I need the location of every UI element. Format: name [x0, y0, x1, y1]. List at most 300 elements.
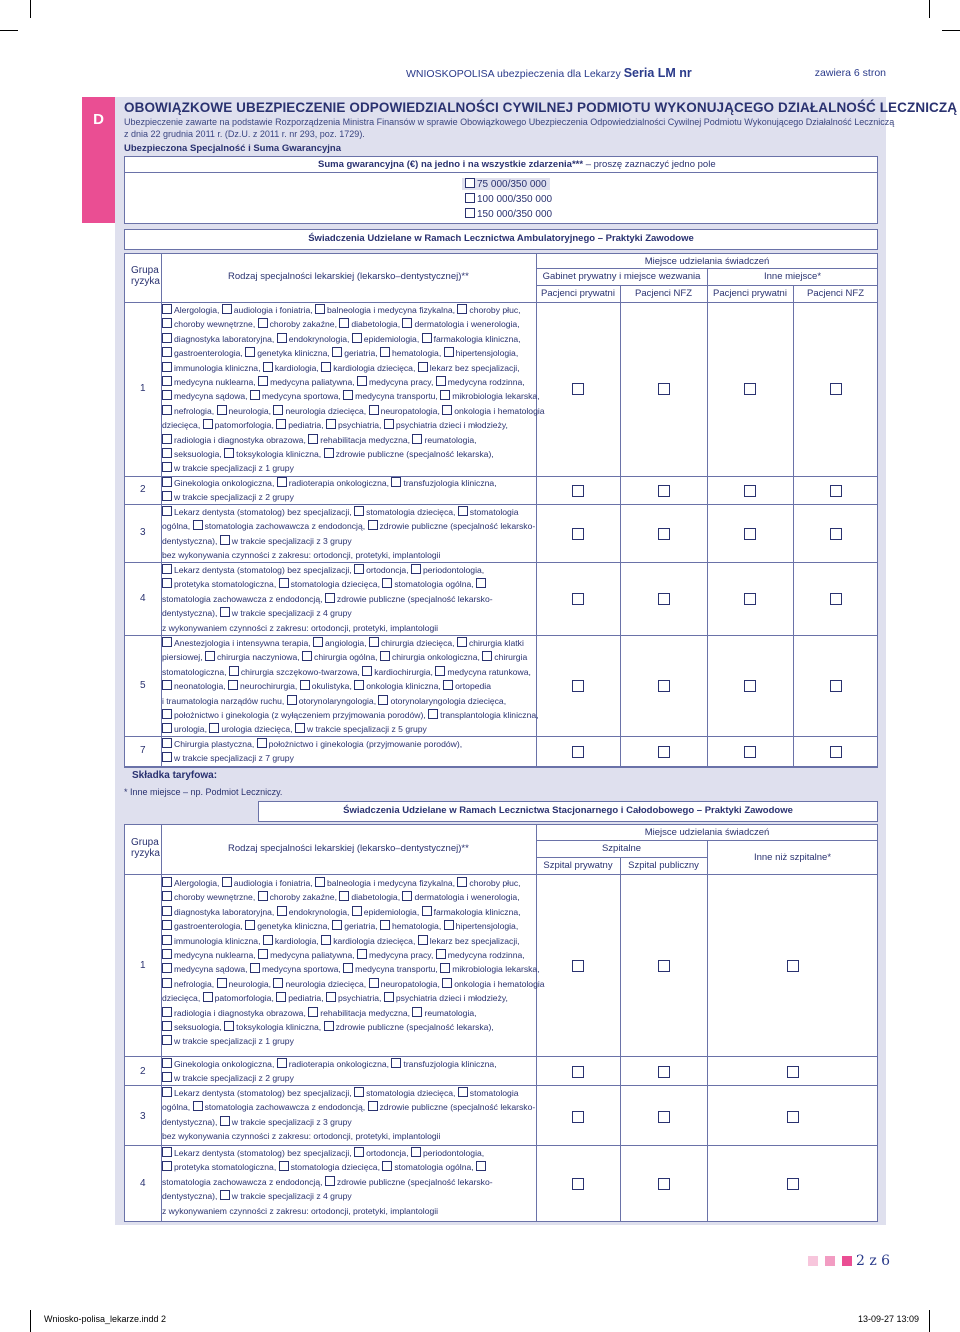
checkbox-icon[interactable] — [220, 607, 230, 617]
stac-select-checkbox[interactable] — [658, 1066, 670, 1078]
amb-select-checkbox[interactable] — [744, 528, 756, 540]
checkbox-icon[interactable] — [369, 405, 379, 415]
checkbox-icon[interactable] — [321, 935, 331, 945]
checkbox-icon[interactable] — [277, 477, 287, 487]
amb-grupa-label: Grupa ryzyka — [131, 265, 160, 287]
checkbox-icon[interactable] — [440, 963, 450, 973]
header-prefix: WNIOSKOPOLISA ubezpieczenia dla Lekarzy — [406, 68, 621, 80]
specialty-line: Alergologia, audiologia i foniatria, balneologia i medycyna fizykalna, choroby płuc, — [162, 876, 545, 890]
amb-g7-specialties[interactable] — [162, 737, 462, 766]
specialty-line: z wykonywaniem czynności z zakresu: ortodoncji, protetyki, implantologii — [162, 622, 439, 633]
section-subtitle: Ubezpieczona Specjalność i Suma Gwarancyjna — [124, 143, 341, 154]
checkbox-icon[interactable] — [263, 935, 273, 945]
amb-select-checkbox[interactable] — [744, 680, 756, 692]
specialty-line: w trakcie specjalizacji z 7 grupy — [162, 751, 462, 765]
stac-select-checkbox[interactable] — [787, 960, 799, 972]
specialty-line: Anestezjologia i intensywna terapia, angiologia, chirurgia dziecięca, chirurgia klatki — [162, 636, 539, 650]
checkbox-icon[interactable] — [369, 637, 379, 647]
checkbox-icon[interactable] — [217, 405, 227, 415]
checkbox-icon[interactable] — [457, 877, 467, 887]
stac-col-szpital-prywatny: Szpital prywatny — [543, 860, 613, 871]
checkbox-icon[interactable] — [332, 347, 342, 357]
amb-group-5: 5 — [140, 680, 146, 691]
section-legal-line2: z dnia 22 grudnia 2011 r. (Dz.U. z 2011 r. nr 293, poz. 1729). — [124, 129, 365, 139]
checkbox-icon[interactable] — [258, 376, 268, 386]
checkbox-icon[interactable] — [162, 506, 172, 516]
crop-mark — [942, 30, 960, 31]
checkbox-icon[interactable] — [258, 949, 268, 959]
checkbox-icon[interactable] — [412, 434, 422, 444]
checkbox-icon[interactable] — [162, 448, 172, 458]
checkbox-icon[interactable] — [465, 178, 475, 188]
stac-select-checkbox[interactable] — [658, 960, 670, 972]
header-series: Seria LM nr — [623, 66, 692, 80]
specialty-line: w trakcie specjalizacji z 1 grupy — [162, 1034, 545, 1048]
checkbox-icon[interactable] — [428, 709, 438, 719]
specialty-line: choroby wewnętrzne, choroby zakaźne, diabetologia, dermatologia i wenerologia, — [162, 890, 545, 904]
specialty-line: w trakcie specjalizacji z 1 grupy — [162, 461, 545, 475]
specialty-line: dentystyczna), w trakcie specjalizacji z 3 grupy — [162, 535, 352, 546]
checkbox-icon[interactable] — [476, 1161, 486, 1171]
page-count: zawiera 6 stron — [814, 67, 886, 79]
stac-szpitalne-label: Szpitalne — [601, 843, 642, 854]
stac-col-inne: Inne niż szpitalne* — [753, 852, 832, 863]
amb-gabinet-label: Gabinet prywatny i miejsce wezwania — [542, 271, 701, 282]
checkbox-icon[interactable] — [229, 666, 239, 676]
checkbox-icon[interactable] — [308, 1007, 318, 1017]
checkbox-icon[interactable] — [418, 935, 428, 945]
specialty-line: choroby wewnętrzne, choroby zakaźne, diabetologia, dermatologia i wenerologia, — [162, 317, 545, 331]
checkbox-icon[interactable] — [277, 333, 287, 343]
checkbox-icon[interactable] — [422, 906, 432, 916]
section-legal-line1: Ubezpieczenie zawarte na podstawie Rozporządzenia Ministra Finansów w sprawie Obowiązkowego Ubezpieczenia Odpowiedzialności Cywilnej Podmiotu Wykonującego Działalność Leczniczą — [124, 117, 895, 127]
amb-select-checkbox[interactable] — [744, 593, 756, 605]
checkbox-icon[interactable] — [354, 1147, 364, 1157]
checkbox-icon[interactable] — [442, 405, 452, 415]
specialty-line: Alergologia, audiologia i foniatria, balneologia i medycyna fizykalna, choroby płuc, — [162, 303, 545, 317]
checkbox-icon[interactable] — [203, 992, 213, 1002]
checkbox-icon[interactable] — [258, 318, 268, 328]
checkbox-icon[interactable] — [193, 520, 203, 530]
checkbox-icon[interactable] — [391, 1058, 401, 1068]
checkbox-icon[interactable] — [369, 978, 379, 988]
checkbox-icon[interactable] — [228, 680, 238, 690]
footer-square-2 — [825, 1256, 835, 1266]
stac-select-checkbox[interactable] — [658, 1111, 670, 1123]
checkbox-icon[interactable] — [277, 906, 287, 916]
specialty-line: piersiowej, chirurgia naczyniowa, chirurgia ogólna, chirurgia onkologiczna, chirurgia — [162, 652, 528, 663]
checkbox-icon[interactable] — [402, 891, 412, 901]
stac-g2-specialties[interactable] — [162, 1057, 497, 1086]
specialty-line: dziecięca, patomorfologia, pediatria, psychiatria, psychiatria dzieci i młodzieży, — [162, 420, 508, 431]
amb-g3-specialties[interactable] — [162, 505, 535, 563]
specialty-line: Lekarz dentysta (stomatolog) bez specjalizacji, stomatologia dziecięca, stomatologia — [162, 505, 535, 519]
amb-select-checkbox[interactable] — [830, 485, 842, 497]
checkbox-icon[interactable] — [391, 477, 401, 487]
checkbox-icon[interactable] — [257, 738, 267, 748]
specialty-line: Chirurgia plastyczna, położnictwo i ginekologia (przyjmowanie porodów), — [162, 737, 462, 751]
checkbox-icon[interactable] — [324, 1021, 334, 1031]
specialty-line: ogólna, stomatologia zachowawcza z endodoncją, zdrowie publiczne (specjalność lekarsko- — [162, 1102, 536, 1113]
specialty-line: nefrologia, neurologia, neurologia dziecięca, neuropatologia, onkologia i hematologia — [162, 404, 545, 418]
amb-select-checkbox[interactable] — [658, 528, 670, 540]
checkbox-icon[interactable] — [162, 1161, 172, 1171]
checkbox-icon[interactable] — [222, 304, 232, 314]
checkbox-icon[interactable] — [162, 1072, 172, 1082]
checkbox-icon[interactable] — [315, 304, 325, 314]
specialty-line: protetyka stomatologiczna, stomatologia dziecięca, stomatologia ogólna, — [162, 1160, 493, 1174]
specialty-line: położnictwo i ginekologia (z wyłączeniem przyjmowania porodów), transplantologia kliniczna, — [162, 708, 539, 722]
checkbox-icon[interactable] — [250, 390, 260, 400]
specialty-line: gastroenterologia, genetyka kliniczna, geriatria, hematologia, hipertensjologia, — [162, 919, 545, 933]
specialty-line: immunologia kliniczna, kardiologia, kardiologia dziecięca, lekarz bez specjalizacji, — [162, 934, 545, 948]
checkbox-icon[interactable] — [287, 695, 297, 705]
checkbox-icon[interactable] — [339, 318, 349, 328]
sum-option-3[interactable]: 150 000/350 000 — [462, 208, 555, 220]
checkbox-icon[interactable] — [302, 651, 312, 661]
checkbox-icon[interactable] — [162, 376, 172, 386]
checkbox-icon[interactable] — [352, 906, 362, 916]
checkbox-icon[interactable] — [368, 520, 378, 530]
checkbox-icon[interactable] — [162, 906, 172, 916]
checkbox-icon[interactable] — [422, 333, 432, 343]
amb-select-checkbox[interactable] — [830, 528, 842, 540]
stac-group-1: 1 — [140, 960, 146, 971]
amb-select-checkbox[interactable] — [658, 680, 670, 692]
checkbox-icon[interactable] — [458, 1087, 468, 1097]
checkbox-icon[interactable] — [354, 506, 364, 516]
stac-title: Świadczenia Udzielane w Ramach Lecznictwa Stacjonarnego i Całodobowego – Praktyki Zawodowe — [343, 805, 793, 816]
checkbox-icon[interactable] — [300, 680, 310, 690]
checkbox-icon[interactable] — [354, 564, 364, 574]
checkbox-icon[interactable] — [203, 419, 213, 429]
checkbox-icon[interactable] — [277, 1058, 287, 1068]
specialty-line: ogólna, stomatologia zachowawcza z endodoncją, zdrowie publiczne (specjalność lekarsko- — [162, 521, 536, 532]
amb-g4-specialties[interactable] — [162, 563, 493, 635]
specialty-line: seksuologia, toksykologia kliniczna, zdrowie publiczne (specjalność lekarska), — [162, 1020, 545, 1034]
amb-rodzaj-label: Rodzaj specjalności lekarskiej (lekarsko–dentystycznej)** — [228, 271, 469, 282]
checkbox-icon[interactable] — [325, 593, 335, 603]
checkbox-icon[interactable] — [245, 920, 255, 930]
specialty-line: immunologia kliniczna, kardiologia, kardiologia dziecięca, lekarz bez specjalizacji, — [162, 361, 545, 375]
checkbox-icon[interactable] — [343, 390, 353, 400]
checkbox-icon[interactable] — [217, 978, 227, 988]
amb-select-checkbox[interactable] — [572, 680, 584, 692]
specialty-line: dziecięca, patomorfologia, pediatria, psychiatria, psychiatria dzieci i młodzieży, — [162, 993, 508, 1004]
specialty-line: Lekarz dentysta (stomatolog) bez specjalizacji, ortodoncja, periodontologia, — [162, 1146, 493, 1160]
footer-date: 13-09-27 13:09 — [858, 1314, 920, 1324]
checkbox-icon[interactable] — [354, 1087, 364, 1097]
checkbox-icon[interactable] — [440, 390, 450, 400]
checkbox-icon[interactable] — [162, 405, 172, 415]
checkbox-icon[interactable] — [245, 347, 255, 357]
checkbox-icon[interactable] — [368, 1101, 378, 1111]
checkbox-icon[interactable] — [220, 1190, 230, 1200]
checkbox-icon[interactable] — [220, 535, 230, 545]
amb-select-checkbox[interactable] — [658, 746, 670, 758]
amb-miejsce-label: Miejsce udzielania świadczeń — [644, 256, 770, 267]
checkbox-icon[interactable] — [162, 920, 172, 930]
checkbox-icon[interactable] — [224, 448, 234, 458]
checkbox-icon[interactable] — [162, 1035, 172, 1045]
amb-select-checkbox[interactable] — [830, 383, 842, 395]
checkbox-icon[interactable] — [362, 666, 372, 676]
footer-square-1 — [808, 1256, 818, 1266]
sum-option-1[interactable]: 75 000/350 000 — [462, 178, 550, 190]
checkbox-icon[interactable] — [162, 680, 172, 690]
stac-select-checkbox[interactable] — [572, 1178, 584, 1190]
checkbox-icon[interactable] — [382, 1161, 392, 1171]
amb-group-3: 3 — [140, 527, 146, 538]
checkbox-icon[interactable] — [308, 434, 318, 444]
amb-g5-specialties[interactable] — [162, 636, 539, 737]
checkbox-icon[interactable] — [193, 1101, 203, 1111]
checkbox-icon[interactable] — [273, 978, 283, 988]
checkbox-icon[interactable] — [357, 949, 367, 959]
specialty-line: medycyna sądowa, medycyna sportowa, medycyna transportu, mikrobiologia lekarska, — [162, 389, 545, 403]
checkbox-icon[interactable] — [162, 578, 172, 588]
sum-heading: Suma gwarancyjna (€) na jedno i na wszystkie zdarzenia*** – proszę zaznaczyć jedno pole — [318, 159, 716, 170]
crop-mark — [30, 1310, 31, 1332]
amb-select-checkbox[interactable] — [830, 593, 842, 605]
specialty-line: diagnostyka laboratoryjna, endokrynologia, epidemiologia, farmakologia kliniczna, — [162, 905, 545, 919]
checkbox-icon[interactable] — [162, 362, 172, 372]
amb-col-3: Pacjenci prywatni — [713, 288, 787, 299]
specialty-line: radiologia i diagnostyka obrazowa, rehabilitacja medyczna, reumatologia, — [162, 1006, 545, 1020]
checkbox-icon[interactable] — [457, 304, 467, 314]
checkbox-icon[interactable] — [332, 920, 342, 930]
checkbox-icon[interactable] — [162, 318, 172, 328]
checkbox-icon[interactable] — [482, 651, 492, 661]
checkbox-icon[interactable] — [222, 877, 232, 887]
checkbox-icon[interactable] — [258, 891, 268, 901]
checkbox-icon[interactable] — [352, 333, 362, 343]
amb-select-checkbox[interactable] — [658, 593, 670, 605]
checkbox-icon[interactable] — [402, 318, 412, 328]
sum-option-2[interactable]: 100 000/350 000 — [462, 193, 555, 205]
specialty-line: dentystyczna), w trakcie specjalizacji z 3 grupy — [162, 1116, 352, 1127]
checkbox-icon[interactable] — [162, 1147, 172, 1157]
checkbox-icon[interactable] — [162, 935, 172, 945]
checkbox-icon[interactable] — [343, 963, 353, 973]
checkbox-icon[interactable] — [162, 390, 172, 400]
checkbox-icon[interactable] — [418, 362, 428, 372]
checkbox-icon[interactable] — [384, 419, 394, 429]
amb-select-checkbox[interactable] — [572, 383, 584, 395]
checkbox-icon[interactable] — [384, 992, 394, 1002]
checkbox-icon[interactable] — [339, 891, 349, 901]
checkbox-icon[interactable] — [162, 877, 172, 887]
checkbox-icon[interactable] — [436, 949, 446, 959]
amb-col-2: Pacjenci NFZ — [634, 288, 692, 299]
checkbox-icon[interactable] — [313, 637, 323, 647]
checkbox-icon[interactable] — [458, 506, 468, 516]
stac-grupa-label: Grupa ryzyka — [131, 837, 160, 859]
checkbox-icon[interactable] — [162, 477, 172, 487]
checkbox-icon[interactable] — [162, 738, 172, 748]
specialty-line: gastroenterologia, genetyka kliniczna, geriatria, hematologia, hipertensjologia, — [162, 346, 545, 360]
checkbox-icon[interactable] — [436, 376, 446, 386]
checkbox-icon[interactable] — [162, 462, 172, 472]
checkbox-icon[interactable] — [162, 978, 172, 988]
checkbox-icon[interactable] — [279, 578, 289, 588]
checkbox-icon[interactable] — [411, 564, 421, 574]
skladka-label: Składka taryfowa: — [132, 770, 218, 781]
footer-square-3 — [842, 1256, 852, 1266]
amb-select-checkbox[interactable] — [572, 746, 584, 758]
checkbox-icon[interactable] — [382, 578, 392, 588]
amb-col-1: Pacjenci prywatni — [541, 288, 615, 299]
checkbox-icon[interactable] — [162, 1007, 172, 1017]
amb-group-1: 1 — [140, 383, 146, 394]
checkbox-icon[interactable] — [315, 877, 325, 887]
checkbox-icon[interactable] — [224, 1021, 234, 1031]
specialty-line: radiologia i diagnostyka obrazowa, rehabilitacja medyczna, reumatologia, — [162, 433, 545, 447]
specialty-line: dentystyczna), w trakcie specjalizacji z 4 grupy — [162, 608, 352, 619]
checkbox-icon[interactable] — [411, 1147, 421, 1157]
specialty-line: bez wykonywania czynności z zakresu: ortodoncji, protetyki, implantologii — [162, 550, 441, 561]
section-letter: D — [82, 97, 115, 223]
checkbox-icon[interactable] — [162, 1058, 172, 1068]
checkbox-icon[interactable] — [444, 920, 454, 930]
checkbox-icon[interactable] — [465, 208, 475, 218]
checkbox-icon[interactable] — [321, 362, 331, 372]
checkbox-icon[interactable] — [354, 680, 364, 690]
checkbox-icon[interactable] — [162, 752, 172, 762]
checkbox-icon[interactable] — [443, 680, 453, 690]
amb-col-4: Pacjenci NFZ — [806, 288, 864, 299]
specialty-line: i traumatologia narządów ruchu, otorynolaryngologia, otorynolaryngologia dziecięca, — [162, 695, 507, 706]
checkbox-icon[interactable] — [435, 666, 445, 676]
amb-select-checkbox[interactable] — [658, 383, 670, 395]
stac-select-checkbox[interactable] — [572, 960, 584, 972]
page-number: 2 z 6 — [856, 1253, 891, 1269]
amb-select-checkbox[interactable] — [830, 746, 842, 758]
checkbox-icon[interactable] — [162, 949, 172, 959]
checkbox-icon[interactable] — [326, 419, 336, 429]
checkbox-icon[interactable] — [380, 651, 390, 661]
specialty-line: dentystyczna), w trakcie specjalizacji z 4 grupy — [162, 1191, 352, 1202]
checkbox-icon[interactable] — [162, 333, 172, 343]
amb-g1-specialties[interactable] — [162, 303, 545, 476]
specialty-line: z wykonywaniem czynności z zakresu: ortodoncji, protetyki, implantologii — [162, 1205, 439, 1216]
amb-select-checkbox[interactable] — [658, 485, 670, 497]
amb-title: Świadczenia Udzielane w Ramach Lecznictwa Ambulatoryjnego – Praktyki Zawodowe — [308, 233, 694, 244]
specialty-line: stomatologiczna, chirurgia szczękowo-twarzowa, kardiochirurgia, medycyna ratunkowa, — [162, 666, 531, 677]
specialty-line: w trakcie specjalizacji z 2 grupy — [162, 1071, 497, 1085]
form-header — [406, 66, 692, 80]
specialty-line: nefrologia, neurologia, neurologia dziecięca, neuropatologia, onkologia i hematologia — [162, 977, 545, 991]
stac-miejsce-label: Miejsce udzielania świadczeń — [644, 827, 770, 838]
checkbox-icon[interactable] — [325, 1176, 335, 1186]
checkbox-icon[interactable] — [162, 1021, 172, 1031]
specialty-line: Lekarz dentysta (stomatolog) bez specjalizacji, ortodoncja, periodontologia, — [162, 563, 493, 577]
stac-select-checkbox[interactable] — [787, 1178, 799, 1190]
checkbox-icon[interactable] — [465, 193, 475, 203]
specialty-line: w trakcie specjalizacji z 2 grupy — [162, 490, 497, 504]
checkbox-icon[interactable] — [162, 304, 172, 314]
stac-select-checkbox[interactable] — [572, 1111, 584, 1123]
checkbox-icon[interactable] — [220, 1116, 230, 1126]
checkbox-icon[interactable] — [162, 891, 172, 901]
checkbox-icon[interactable] — [324, 448, 334, 458]
stac-group-4: 4 — [140, 1178, 146, 1189]
amb-group-2: 2 — [140, 484, 146, 495]
footnote-inne: * Inne miejsce – np. Podmiot Leczniczy. — [124, 787, 283, 797]
checkbox-icon[interactable] — [380, 347, 390, 357]
checkbox-icon[interactable] — [162, 723, 172, 733]
checkbox-icon[interactable] — [162, 709, 172, 719]
stac-rodzaj-label: Rodzaj specjalności lekarskiej (lekarsko–dentystycznej)** — [228, 843, 469, 854]
checkbox-icon[interactable] — [205, 651, 215, 661]
checkbox-icon[interactable] — [378, 695, 388, 705]
checkbox-icon[interactable] — [476, 578, 486, 588]
specialty-line: medycyna sądowa, medycyna sportowa, medycyna transportu, mikrobiologia lekarska, — [162, 962, 545, 976]
specialty-line: Lekarz dentysta (stomatolog) bez specjalizacji, stomatologia dziecięca, stomatologia — [162, 1086, 535, 1100]
stac-select-checkbox[interactable] — [658, 1178, 670, 1190]
checkbox-icon[interactable] — [209, 723, 219, 733]
specialty-line: diagnostyka laboratoryjna, endokrynologia, epidemiologia, farmakologia kliniczna, — [162, 332, 545, 346]
checkbox-icon[interactable] — [273, 405, 283, 415]
amb-group-7: 7 — [140, 745, 146, 756]
checkbox-icon[interactable] — [295, 723, 305, 733]
specialty-line: medycyna nuklearna, medycyna paliatywna, medycyna pracy, medycyna rodzinna, — [162, 375, 545, 389]
stac-g4-specialties[interactable] — [162, 1146, 493, 1218]
checkbox-icon[interactable] — [162, 434, 172, 444]
stac-select-checkbox[interactable] — [572, 1066, 584, 1078]
stac-select-checkbox[interactable] — [787, 1111, 799, 1123]
checkbox-icon[interactable] — [263, 362, 273, 372]
checkbox-icon[interactable] — [162, 1087, 172, 1097]
checkbox-icon[interactable] — [279, 1161, 289, 1171]
stac-g1-specialties[interactable] — [162, 876, 545, 1049]
specialty-line: medycyna nuklearna, medycyna paliatywna, medycyna pracy, medycyna rodzinna, — [162, 948, 545, 962]
checkbox-icon[interactable] — [442, 978, 452, 988]
checkbox-icon[interactable] — [162, 347, 172, 357]
stac-select-checkbox[interactable] — [787, 1066, 799, 1078]
stac-g3-specialties[interactable] — [162, 1086, 535, 1144]
checkbox-icon[interactable] — [162, 963, 172, 973]
specialty-line: stomatologia zachowawcza z endodoncją, zdrowie publiczne (specjalność lekarsko- — [162, 593, 493, 604]
amb-g2-specialties[interactable] — [162, 476, 497, 505]
specialty-line: protetyka stomatologiczna, stomatologia dziecięca, stomatologia ogólna, — [162, 577, 493, 591]
checkbox-icon[interactable] — [276, 992, 286, 1002]
amb-select-checkbox[interactable] — [744, 746, 756, 758]
checkbox-icon[interactable] — [162, 637, 172, 647]
amb-select-checkbox[interactable] — [744, 485, 756, 497]
checkbox-icon[interactable] — [412, 1007, 422, 1017]
specialty-line: neonatologia, neurochirurgia, okulistyka, onkologia kliniczna, ortopedia — [162, 679, 539, 693]
checkbox-icon[interactable] — [444, 347, 454, 357]
checkbox-icon[interactable] — [380, 920, 390, 930]
checkbox-icon[interactable] — [276, 419, 286, 429]
checkbox-icon[interactable] — [457, 637, 467, 647]
amb-select-checkbox[interactable] — [572, 593, 584, 605]
amb-select-checkbox[interactable] — [744, 383, 756, 395]
specialty-line: urologia, urologia dziecięca, w trakcie specjalizacji z 5 grupy — [162, 722, 539, 736]
amb-inne-label: Inne miejsce* — [763, 271, 822, 282]
section-title: OBOWIĄZKOWE UBEZPIECZENIE ODPOWIEDZIALNOŚCI CYWILNEJ PODMIOTU WYKONUJĄCEGO DZIAŁALNOŚĆ LECZNICZĄ — [124, 100, 958, 115]
specialty-line: Ginekologia onkologiczna, radioterapia onkologiczna, transfuzjologia kliniczna, — [162, 1057, 497, 1071]
checkbox-icon[interactable] — [357, 376, 367, 386]
amb-select-checkbox[interactable] — [830, 680, 842, 692]
checkbox-icon[interactable] — [250, 963, 260, 973]
amb-select-checkbox[interactable] — [572, 528, 584, 540]
amb-select-checkbox[interactable] — [572, 485, 584, 497]
checkbox-icon[interactable] — [326, 992, 336, 1002]
checkbox-icon[interactable] — [162, 491, 172, 501]
checkbox-icon[interactable] — [162, 564, 172, 574]
